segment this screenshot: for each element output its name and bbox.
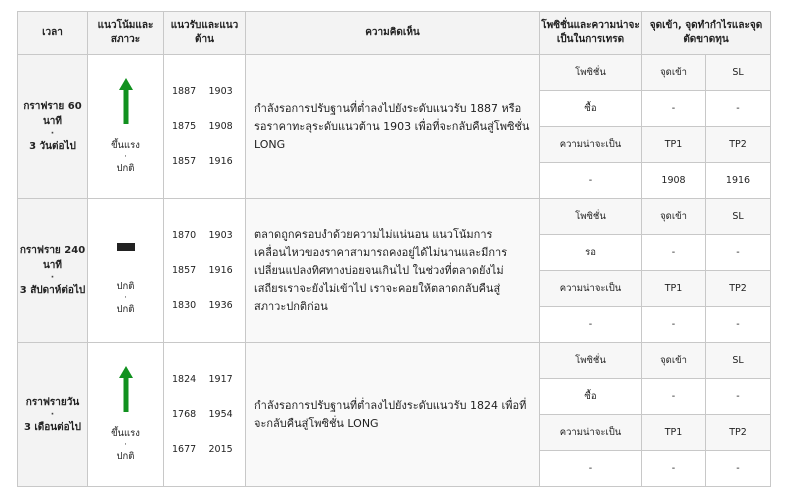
tp1-value: 1908 (642, 163, 706, 199)
trend-strength: ขึ้นแรง (111, 428, 140, 439)
support-level: 1824 (172, 374, 197, 385)
position-value: รอ (540, 235, 642, 271)
trend-state: ปกติ (116, 304, 135, 315)
probability-label: ความน่าจะเป็น (540, 415, 642, 451)
support-level: 1768 (172, 409, 197, 420)
trend-cell (88, 199, 164, 343)
resistance-level: 1908 (208, 121, 233, 132)
resistance-level: 2015 (208, 444, 233, 455)
probability-label: ความน่าจะเป็น (540, 271, 642, 307)
timeframe-cell (18, 55, 88, 199)
position-value: ซื้อ (540, 91, 642, 127)
tp2-value: - (706, 307, 771, 343)
trend-strength: ขึ้นแรง (111, 140, 140, 151)
header-comment: ความคิดเห็น (246, 12, 540, 55)
header-row (18, 12, 771, 55)
header-entry-tp-sl: จุดเข้า, จุดทำกำไรและจุดตัดขาดทุน (642, 12, 771, 55)
separator-dot: · (50, 129, 55, 139)
level-row (164, 74, 245, 109)
comment-cell: ตลาดถูกครอบงำด้วยความไม่แน่นอน แนวโน้มการเคลื่อนไหวของราคาสามารถคงอยู่ได้ไม่นานและมีการเปลี่ยนแปลงทิศทางบ่อยจนเกินไป ในช่วงที่ตลาดยังไม่เสถียรเราจะยังไม่เข้าไป เราจะคอยให้ตลาดกลับคืนสู่สภาวะปกติก่อน (246, 199, 540, 343)
entry-label: จุดเข้า (642, 199, 706, 235)
level-row (164, 288, 245, 323)
position-label: โพซิชั่น (540, 199, 642, 235)
separator-dot: · (124, 440, 127, 450)
levels-cell (164, 199, 246, 343)
level-row (164, 253, 245, 288)
trend-state: ปกติ (116, 163, 135, 174)
probability-value: - (540, 451, 642, 487)
resistance-level: 1916 (208, 156, 233, 167)
header-time: เวลา (18, 12, 88, 55)
sl-label: SL (706, 55, 771, 91)
support-level: 1857 (172, 265, 197, 276)
position-label: โพซิชั่น (540, 343, 642, 379)
support-level: 1830 (172, 300, 197, 311)
trend-strength: ปกติ (116, 281, 135, 292)
level-row (164, 109, 245, 144)
tp1-label: TP1 (642, 127, 706, 163)
support-level: 1857 (172, 156, 197, 167)
tp1-label: TP1 (642, 271, 706, 307)
tp2-label: TP2 (706, 271, 771, 307)
separator-dot: · (124, 293, 127, 303)
up-arrow-icon (88, 366, 163, 415)
tp1-label: TP1 (642, 415, 706, 451)
tp2-label: TP2 (706, 415, 771, 451)
outlook-table-container (17, 11, 770, 487)
entry-value: - (642, 91, 706, 127)
timeframe-label: กราฟราย 240 นาที (19, 245, 86, 271)
entry-label: จุดเข้า (642, 55, 706, 91)
resistance-level: 1916 (208, 265, 233, 276)
entry-label: จุดเข้า (642, 343, 706, 379)
header-trend: แนวโน้มและสภาวะ (88, 12, 164, 55)
trend-cell (88, 55, 164, 199)
level-row (164, 362, 245, 397)
outlook-row (18, 343, 771, 379)
horizon-label: 3 เดือนต่อไป (23, 421, 82, 433)
resistance-level: 1954 (208, 409, 233, 420)
trend-state: ปกติ (116, 451, 135, 462)
position-label: โพซิชั่น (540, 55, 642, 91)
timeframe-cell (18, 199, 88, 343)
level-row (164, 218, 245, 253)
support-level: 1677 (172, 444, 197, 455)
tp2-value: 1916 (706, 163, 771, 199)
tp1-value: - (642, 451, 706, 487)
horizon-label: 3 วันต่อไป (29, 141, 76, 152)
resistance-level: 1903 (208, 86, 233, 97)
separator-dot: · (50, 409, 55, 420)
level-row (164, 397, 245, 432)
sl-label: SL (706, 199, 771, 235)
separator-dot: · (50, 273, 55, 283)
position-value: ซื้อ (540, 379, 642, 415)
entry-value: - (642, 235, 706, 271)
up-arrow-icon (88, 78, 163, 127)
resistance-level: 1903 (208, 230, 233, 241)
support-level: 1887 (172, 86, 197, 97)
entry-value: - (642, 379, 706, 415)
comment-cell: กำลังรอการปรับฐานที่ต่ำลงไปยังระดับแนวรับ 1887 หรือรอราคาทะลุระดับแนวต้าน 1903 เพื่อที่จะกลับคืนสู่โพซิชั่น LONG (246, 55, 540, 199)
timeframe-label: กราฟรายวัน (25, 396, 80, 408)
comment-cell: กำลังรอการปรับฐานที่ต่ำลงไปยังระดับแนวรับ 1824 เพื่อที่จะกลับคืนสู่โพซิชั่น LONG (246, 343, 540, 487)
tp1-value: - (642, 307, 706, 343)
sl-value: - (706, 379, 771, 415)
level-row (164, 432, 245, 467)
levels-cell (164, 55, 246, 199)
horizon-label: 3 สัปดาห์ต่อไป (19, 285, 86, 296)
sl-value: - (706, 235, 771, 271)
probability-value: - (540, 163, 642, 199)
support-level: 1875 (172, 121, 197, 132)
resistance-level: 1917 (208, 374, 233, 385)
header-levels: แนวรับและแนวต้าน (164, 12, 246, 55)
outlook-row (18, 199, 771, 235)
tp2-label: TP2 (706, 127, 771, 163)
sl-value: - (706, 91, 771, 127)
probability-label: ความน่าจะเป็น (540, 127, 642, 163)
flat-bar-icon (88, 243, 163, 254)
probability-value: - (540, 307, 642, 343)
levels-cell (164, 343, 246, 487)
header-position-probability: โพซิชั่นและความน่าจะเป็นในการเทรด (540, 12, 642, 55)
level-row (164, 144, 245, 179)
sl-label: SL (706, 343, 771, 379)
outlook-row (18, 55, 771, 91)
outlook-table (17, 11, 771, 487)
separator-dot: · (124, 152, 127, 162)
resistance-level: 1936 (208, 300, 233, 311)
tp2-value: - (706, 451, 771, 487)
support-level: 1870 (172, 230, 197, 241)
timeframe-cell (18, 343, 88, 487)
timeframe-label: กราฟราย 60 นาที (23, 101, 82, 127)
trend-cell (88, 343, 164, 487)
